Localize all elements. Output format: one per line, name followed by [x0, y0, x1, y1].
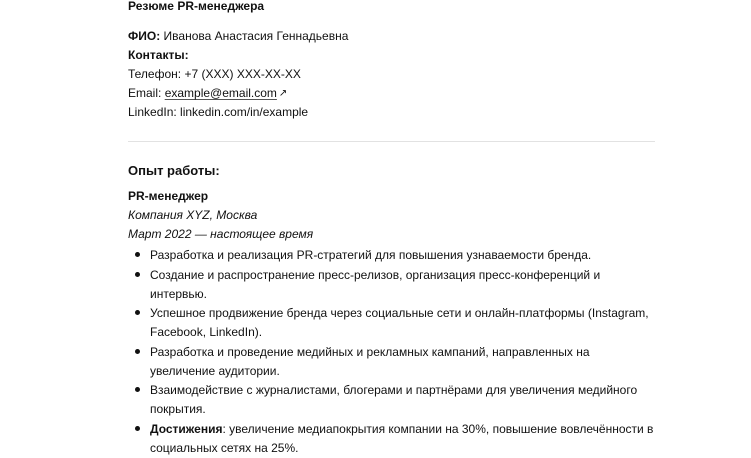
list-item: Успешное продвижение бренда через социальные сети и онлайн-платформы (Instagram, Facebook, LinkedIn). [150, 304, 655, 342]
document-title: Резюме PR-менеджера [128, 0, 265, 13]
email-link[interactable]: example@email.com [164, 86, 277, 100]
achievements-text: : увеличение медиапокрытия компании на 30%, повышение вовлечённости в социальных сетях на 25%. [150, 421, 654, 455]
contacts-label: Контакты: [128, 48, 189, 62]
experience-heading: Опыт работы: [128, 163, 220, 178]
job-title: PR-менеджер [128, 189, 209, 203]
fio-line [128, 28, 348, 44]
employment-period: Март 2022 — настоящее время [128, 227, 314, 241]
linkedin-value: linkedin.com/in/example [180, 105, 309, 119]
company-name: Компания XYZ, Москва [128, 208, 258, 222]
bullet-icon [135, 426, 140, 431]
external-link-icon[interactable]: ↗ [278, 88, 288, 99]
section-divider [128, 141, 655, 142]
bullet-icon [135, 252, 140, 257]
fio-value: Иванова Анастасия Геннадьевна [163, 29, 349, 43]
list-item: Разработка и проведение медийных и рекламных кампаний, направленных на увеличение аудитории. [150, 343, 655, 381]
phone-line [128, 66, 301, 82]
linkedin-line [128, 104, 308, 120]
email-line [128, 85, 287, 102]
bullet-icon [135, 272, 140, 277]
list-item: Разработка и реализация PR-стратегий для повышения узнаваемости бренда. [150, 246, 655, 265]
list-item: Взаимодействие с журналистами, блогерами и партнёрами для увеличения медийного покрытия. [150, 381, 655, 419]
bullet-icon [135, 349, 140, 354]
fio-label: ФИО: [128, 29, 161, 43]
list-item-achievements [150, 420, 655, 458]
email-label: Email: [128, 86, 162, 100]
duties-list [128, 246, 655, 458]
phone-value: +7 (XXX) XXX-XX-XX [184, 67, 301, 81]
list-item: Создание и распространение пресс-релизов, организация пресс-конференций и интервью. [150, 266, 655, 304]
phone-label: Телефон: [128, 67, 182, 81]
bullet-icon [135, 310, 140, 315]
achievements-label: Достижения [150, 421, 223, 436]
bullet-icon [135, 387, 140, 392]
linkedin-label: LinkedIn: [128, 105, 177, 119]
